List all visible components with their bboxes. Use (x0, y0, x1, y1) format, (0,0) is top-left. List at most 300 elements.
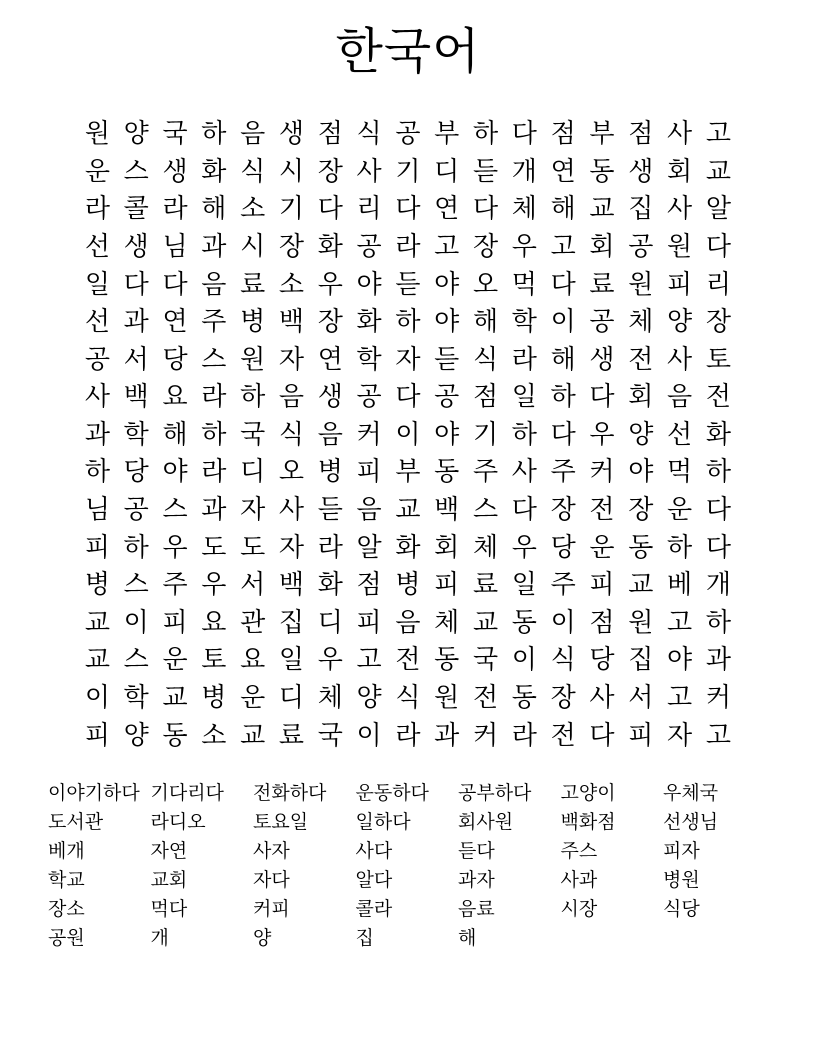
grid-cell: 우 (317, 644, 343, 675)
grid-cell: 라 (395, 719, 421, 750)
grid-cell: 라 (201, 381, 227, 412)
grid-cell: 주 (550, 456, 576, 487)
grid-row (78, 340, 738, 378)
grid-cell: 이 (511, 644, 537, 675)
grid-cell: 서 (240, 569, 266, 600)
grid-cell: 동 (628, 531, 654, 562)
grid-cell: 장 (317, 306, 343, 337)
grid-cell: 개 (705, 569, 731, 600)
word-list-item: 병원 (663, 870, 700, 892)
grid-cell: 야 (667, 644, 693, 675)
grid-row (78, 378, 738, 416)
grid-cell: 자 (240, 494, 266, 525)
word-list-item: 라디오 (150, 812, 206, 834)
grid-cell: 주 (550, 569, 576, 600)
grid-cell: 점 (628, 118, 654, 149)
grid-cell: 하 (667, 531, 693, 562)
grid-cell: 병 (395, 569, 421, 600)
word-list-item: 시장 (560, 899, 598, 921)
grid-cell: 원 (628, 606, 654, 637)
grid-cell: 전 (589, 494, 615, 525)
grid-cell: 알 (705, 193, 731, 224)
grid-cell: 자 (395, 343, 421, 374)
grid-cell: 야 (162, 456, 188, 487)
grid-cell: 오 (278, 456, 305, 487)
grid-cell: 다 (550, 418, 576, 449)
grid-cell: 양 (123, 118, 149, 149)
grid-cell: 교 (472, 606, 499, 637)
grid-cell: 콜 (123, 193, 149, 224)
grid-cell: 고 (550, 230, 576, 261)
grid-cell: 국 (317, 719, 343, 750)
grid-cell: 사 (356, 155, 382, 186)
grid-cell: 다 (705, 531, 731, 562)
grid-cell: 집 (628, 644, 654, 675)
grid-cell: 전 (705, 381, 731, 412)
grid-cell: 기 (472, 418, 499, 449)
grid-cell: 병 (240, 306, 266, 337)
word-list-item: 선생님 (663, 812, 719, 834)
word-list-item: 기다리다 (150, 783, 224, 805)
grid-cell: 다 (705, 230, 731, 261)
grid-cell: 피 (356, 606, 382, 637)
grid-cell: 피 (434, 569, 460, 600)
grid-cell: 장 (472, 230, 499, 261)
grid-cell: 당 (123, 456, 149, 487)
grid-cell: 동 (434, 456, 460, 487)
grid-cell: 토 (705, 343, 731, 374)
grid-cell: 생 (628, 155, 654, 186)
grid-cell: 부 (434, 118, 460, 149)
grid-cell: 음 (201, 268, 227, 299)
word-list-item: 피자 (663, 841, 700, 863)
grid-cell: 생 (278, 118, 305, 149)
grid-cell: 피 (356, 456, 382, 487)
word-list-item: 토요일 (253, 812, 309, 834)
grid-cell: 동 (434, 644, 460, 675)
grid-cell: 병 (84, 569, 110, 600)
grid-row (78, 265, 738, 303)
grid-cell: 스 (123, 569, 149, 600)
grid-cell: 이 (550, 606, 576, 637)
grid-cell: 피 (84, 531, 110, 562)
grid-cell: 교 (628, 569, 654, 600)
grid-cell: 음 (667, 381, 693, 412)
grid-cell: 원 (84, 118, 110, 149)
grid-cell: 하 (240, 381, 266, 412)
grid-cell: 공 (395, 118, 421, 149)
grid-cell: 하 (123, 531, 149, 562)
grid-cell: 커 (356, 418, 382, 449)
grid-row (78, 415, 738, 453)
word-list-column (48, 779, 151, 953)
grid-cell: 국 (472, 644, 499, 675)
grid-cell: 학 (511, 306, 537, 337)
grid-cell: 다 (395, 381, 421, 412)
grid-cell: 요 (240, 644, 266, 675)
word-list-item: 과자 (458, 870, 495, 892)
grid-cell: 시 (278, 155, 305, 186)
grid-cell: 요 (162, 381, 188, 412)
word-list-item: 고양이 (560, 783, 616, 805)
grid-cell: 사 (278, 494, 305, 525)
word-list-item: 공부하다 (458, 783, 532, 805)
grid-cell: 원 (628, 268, 654, 299)
word-list-column (151, 779, 254, 953)
grid-cell: 이 (395, 418, 421, 449)
grid-cell: 다 (550, 268, 576, 299)
word-list-item: 자다 (253, 870, 290, 892)
word-list-column (663, 779, 766, 953)
grid-cell: 먹 (511, 268, 537, 299)
grid-cell: 운 (84, 155, 110, 186)
grid-cell: 당 (162, 343, 188, 374)
grid-cell: 먹 (667, 456, 693, 487)
grid-cell: 야 (434, 306, 460, 337)
grid-row (78, 716, 738, 754)
grid-cell: 자 (667, 719, 693, 750)
grid-cell: 스 (201, 343, 227, 374)
grid-cell: 하 (511, 418, 537, 449)
grid-cell: 일 (511, 381, 537, 412)
grid-cell: 해 (550, 343, 576, 374)
grid-row (78, 490, 738, 528)
grid-cell: 동 (589, 155, 615, 186)
grid-cell: 공 (434, 381, 460, 412)
word-list-column (253, 779, 356, 953)
grid-cell: 원 (240, 343, 266, 374)
grid-cell: 고 (705, 118, 731, 149)
grid-row (78, 678, 738, 716)
word-list (0, 779, 816, 953)
word-list-item: 교회 (150, 870, 188, 892)
grid-cell: 듣 (472, 155, 499, 186)
grid-cell: 일 (511, 569, 537, 600)
grid-cell: 다 (589, 381, 615, 412)
grid-cell: 사 (667, 118, 693, 149)
grid-cell: 서 (628, 682, 654, 713)
grid-cell: 회 (628, 381, 654, 412)
grid-cell: 백 (278, 569, 305, 600)
grid-cell: 서 (123, 343, 149, 374)
word-list-item: 해 (458, 928, 477, 950)
grid-cell: 우 (201, 569, 227, 600)
grid-cell: 운 (667, 494, 693, 525)
grid-cell: 알 (356, 531, 382, 562)
grid-cell: 주 (201, 306, 227, 337)
grid-cell: 토 (201, 644, 227, 675)
grid-row (78, 528, 738, 566)
grid-cell: 라 (84, 193, 110, 224)
grid-cell: 사 (667, 193, 693, 224)
grid-cell: 하 (705, 606, 731, 637)
word-list-item: 운동하다 (355, 783, 429, 805)
grid-cell: 운 (589, 531, 615, 562)
grid-cell: 집 (278, 606, 305, 637)
grid-cell: 화 (317, 569, 343, 600)
grid-cell: 라 (395, 230, 421, 261)
grid-cell: 고 (667, 682, 693, 713)
word-list-column (561, 779, 664, 953)
grid-cell: 장 (278, 230, 305, 261)
grid-cell: 양 (356, 682, 382, 713)
grid-cell: 다 (317, 193, 343, 224)
grid-cell: 음 (278, 381, 305, 412)
grid-cell: 주 (162, 569, 188, 600)
grid-cell: 디 (240, 456, 266, 487)
grid-cell: 료 (278, 719, 305, 750)
grid-cell: 피 (667, 268, 693, 299)
grid-cell: 식 (356, 118, 382, 149)
grid-cell: 야 (628, 456, 654, 487)
grid-cell: 교 (84, 606, 110, 637)
grid-row (78, 302, 738, 340)
grid-cell: 우 (317, 268, 343, 299)
grid-cell: 피 (628, 719, 654, 750)
word-list-item: 커피 (253, 899, 290, 921)
grid-cell: 주 (472, 456, 499, 487)
grid-cell: 라 (511, 343, 537, 374)
word-list-item: 식당 (663, 899, 700, 921)
grid-cell: 료 (589, 268, 615, 299)
grid-cell: 선 (84, 230, 110, 261)
grid-cell: 과 (201, 230, 227, 261)
grid-cell: 디 (317, 606, 343, 637)
grid-cell: 자 (278, 343, 305, 374)
grid-cell: 자 (278, 531, 305, 562)
grid-cell: 점 (550, 118, 576, 149)
word-list-item: 콜라 (355, 899, 393, 921)
grid-cell: 생 (317, 381, 343, 412)
grid-cell: 백 (278, 306, 305, 337)
grid-cell: 료 (472, 569, 499, 600)
grid-cell: 국 (240, 418, 266, 449)
grid-cell: 학 (123, 418, 149, 449)
word-list-item: 학교 (48, 870, 85, 892)
grid-row (78, 603, 738, 641)
grid-cell: 디 (278, 682, 305, 713)
grid-cell: 과 (705, 644, 731, 675)
grid-cell: 다 (472, 193, 499, 224)
grid-row (78, 641, 738, 679)
page-title: 한국어 (335, 25, 481, 79)
word-list-item: 사자 (253, 841, 290, 863)
grid-cell: 다 (395, 193, 421, 224)
grid-cell: 고 (667, 606, 693, 637)
grid-cell: 체 (628, 306, 654, 337)
grid-cell: 스 (123, 644, 149, 675)
grid-cell: 다 (589, 719, 615, 750)
grid-cell: 도 (201, 531, 227, 562)
grid-cell: 병 (317, 456, 343, 487)
grid-cell: 교 (705, 155, 731, 186)
grid-cell: 야 (356, 268, 382, 299)
grid-cell: 소 (240, 193, 266, 224)
grid-cell: 교 (240, 719, 266, 750)
word-list-item: 장소 (48, 899, 85, 921)
grid-cell: 장 (550, 682, 576, 713)
grid-cell: 스 (472, 494, 499, 525)
grid-cell: 화 (356, 306, 382, 337)
word-list-item: 듣다 (458, 841, 495, 863)
word-list-item: 도서관 (48, 812, 104, 834)
grid-cell: 전 (472, 682, 499, 713)
grid-cell: 점 (472, 381, 499, 412)
grid-cell: 공 (356, 230, 382, 261)
grid-row (78, 227, 738, 265)
grid-cell: 고 (705, 719, 731, 750)
grid-cell: 하 (84, 456, 110, 487)
grid-cell: 커 (589, 456, 615, 487)
grid-cell: 백 (434, 494, 460, 525)
word-list-column (458, 779, 561, 953)
grid-cell: 리 (705, 268, 731, 299)
grid-cell: 스 (123, 155, 149, 186)
grid-cell: 하 (705, 456, 731, 487)
grid-cell: 관 (240, 606, 266, 637)
grid-cell: 사 (589, 682, 615, 713)
grid-cell: 커 (705, 682, 731, 713)
grid-cell: 우 (589, 418, 615, 449)
grid-cell: 하 (550, 381, 576, 412)
grid-cell: 하 (201, 418, 227, 449)
grid-cell: 동 (511, 606, 537, 637)
grid-cell: 라 (511, 719, 537, 750)
grid-cell: 이 (356, 719, 382, 750)
grid-cell: 우 (511, 531, 537, 562)
grid-cell: 화 (705, 418, 731, 449)
grid-cell: 부 (395, 456, 421, 487)
grid-cell: 과 (201, 494, 227, 525)
grid-cell: 체 (434, 606, 460, 637)
grid-cell: 음 (356, 494, 382, 525)
grid-cell: 교 (589, 193, 615, 224)
grid-cell: 식 (550, 644, 576, 675)
word-list-item: 알다 (355, 870, 393, 892)
word-list-item: 사과 (560, 870, 598, 892)
grid-cell: 점 (356, 569, 382, 600)
grid-cell: 체 (472, 531, 499, 562)
grid-cell: 당 (589, 644, 615, 675)
grid-cell: 학 (123, 682, 149, 713)
grid-row (78, 190, 738, 228)
grid-cell: 디 (434, 155, 460, 186)
grid-cell: 백 (123, 381, 149, 412)
grid-row (78, 114, 738, 152)
grid-cell: 과 (123, 306, 149, 337)
grid-cell: 과 (84, 418, 110, 449)
grid-cell: 커 (472, 719, 499, 750)
grid-cell: 해 (550, 193, 576, 224)
grid-cell: 사 (667, 343, 693, 374)
grid-cell: 당 (550, 531, 576, 562)
grid-cell: 동 (511, 682, 537, 713)
word-list-item: 음료 (458, 899, 495, 921)
word-list-column (356, 779, 459, 953)
word-list-item: 우체국 (663, 783, 719, 805)
grid-cell: 장 (550, 494, 576, 525)
word-list-item: 먹다 (150, 899, 188, 921)
grid-cell: 공 (356, 381, 382, 412)
grid-cell: 학 (356, 343, 382, 374)
grid-cell: 소 (201, 719, 227, 750)
grid-cell: 연 (317, 343, 343, 374)
grid-cell: 기 (395, 155, 421, 186)
grid-cell: 듣 (395, 268, 421, 299)
grid-cell: 점 (317, 118, 343, 149)
word-list-item: 개 (150, 928, 169, 950)
grid-cell: 이 (123, 606, 149, 637)
grid-cell: 라 (201, 456, 227, 487)
grid-cell: 생 (589, 343, 615, 374)
word-list-item: 일하다 (355, 812, 411, 834)
word-list-item: 자연 (150, 841, 188, 863)
grid-cell: 고 (434, 230, 460, 261)
grid-cell: 야 (434, 418, 460, 449)
grid-cell: 식 (240, 155, 266, 186)
grid-cell: 양 (667, 306, 693, 337)
grid-cell: 일 (84, 268, 110, 299)
grid-cell: 선 (667, 418, 693, 449)
grid-cell: 일 (278, 644, 305, 675)
grid-cell: 교 (84, 644, 110, 675)
grid-cell: 생 (162, 155, 188, 186)
grid-cell: 료 (240, 268, 266, 299)
grid-cell: 고 (356, 644, 382, 675)
grid-cell: 도 (240, 531, 266, 562)
word-search-grid (78, 114, 738, 753)
grid-cell: 다 (123, 268, 149, 299)
grid-cell: 음 (240, 118, 266, 149)
grid-cell: 식 (395, 682, 421, 713)
grid-cell: 하 (472, 118, 499, 149)
grid-cell: 소 (278, 268, 305, 299)
grid-cell: 체 (317, 682, 343, 713)
grid-cell: 공 (84, 343, 110, 374)
grid-cell: 다 (511, 118, 537, 149)
grid-cell: 전 (628, 343, 654, 374)
grid-cell: 다 (162, 268, 188, 299)
grid-cell: 회 (434, 531, 460, 562)
word-list-item: 공원 (48, 928, 85, 950)
grid-cell: 운 (240, 682, 266, 713)
grid-cell: 원 (667, 230, 693, 261)
grid-cell: 이 (550, 306, 576, 337)
grid-cell: 님 (162, 230, 188, 261)
word-list-item: 주스 (560, 841, 598, 863)
grid-cell: 듣 (434, 343, 460, 374)
word-list-item: 집 (355, 928, 374, 950)
word-list-item: 사다 (355, 841, 393, 863)
grid-cell: 공 (589, 306, 615, 337)
word-list-item: 백화점 (560, 812, 616, 834)
grid-cell: 양 (123, 719, 149, 750)
grid-cell: 선 (84, 306, 110, 337)
grid-cell: 과 (434, 719, 460, 750)
grid-cell: 공 (123, 494, 149, 525)
grid-cell: 화 (395, 531, 421, 562)
grid-cell: 님 (84, 494, 110, 525)
grid-cell: 베 (667, 569, 693, 600)
grid-cell: 동 (162, 719, 188, 750)
word-list-item: 이야기하다 (48, 783, 140, 805)
grid-cell: 장 (317, 155, 343, 186)
grid-cell: 연 (162, 306, 188, 337)
grid-cell: 다 (705, 494, 731, 525)
grid-cell: 음 (317, 418, 343, 449)
grid-cell: 우 (511, 230, 537, 261)
grid-row (78, 152, 738, 190)
